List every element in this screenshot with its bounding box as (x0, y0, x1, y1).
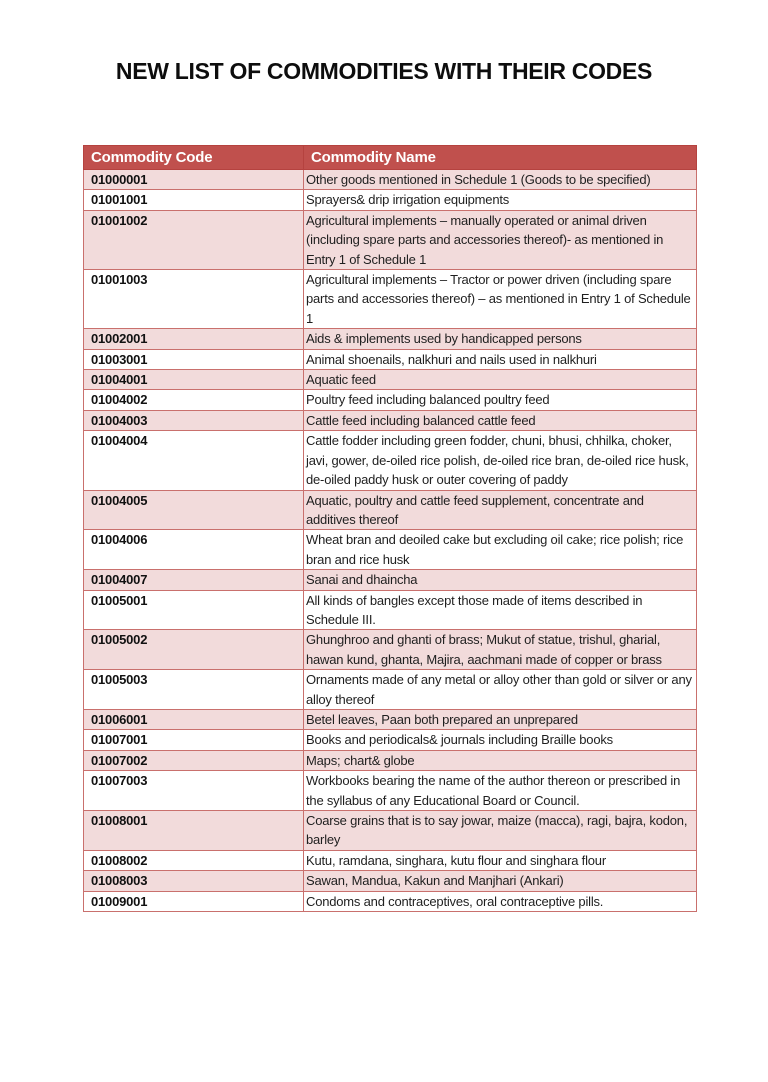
commodity-code-cell: 01001003 (84, 270, 304, 329)
commodity-code-cell: 01004003 (84, 410, 304, 430)
commodity-name-cell: Cattle feed including balanced cattle feed (304, 410, 697, 430)
commodity-name-cell: Sprayers& drip irrigation equipments (304, 190, 697, 210)
commodity-name-cell: Aquatic, poultry and cattle feed supplement, concentrate and additives thereof (304, 490, 697, 530)
table-row (84, 630, 697, 670)
table-row (84, 370, 697, 390)
table-row (84, 811, 697, 851)
table-row (84, 349, 697, 369)
page-title: NEW LIST OF COMMODITIES WITH THEIR CODES (115, 58, 653, 84)
table-row (84, 709, 697, 729)
commodity-name-cell: Coarse grains that is to say jowar, maize (macca), ragi, bajra, kodon, barley (304, 811, 697, 851)
table-row (84, 270, 697, 329)
commodity-code-cell: 01007002 (84, 750, 304, 770)
commodity-name-cell: Betel leaves, Paan both prepared an unprepared (304, 709, 697, 729)
commodity-name-cell: Workbooks bearing the name of the author thereon or prescribed in the syllabus of any Educational Board or Council. (304, 771, 697, 811)
commodity-name-cell: Agricultural implements – Tractor or power driven (including spare parts and accessories thereof) – as mentioned in Entry 1 of Schedule 1 (304, 270, 697, 329)
table-row (84, 590, 697, 630)
table-row (84, 771, 697, 811)
table-row (84, 850, 697, 870)
commodity-code-cell: 01003001 (84, 349, 304, 369)
commodity-code-cell: 01004004 (84, 431, 304, 490)
commodity-code-cell: 01001001 (84, 190, 304, 210)
commodity-name-cell: Cattle fodder including green fodder, chuni, bhusi, chhilka, choker, javi, gower, de-oiled rice polish, de-oiled rice bran, de-oiled rice husk, de-oiled paddy husk or outer covering of paddy (304, 431, 697, 490)
table-row (84, 670, 697, 710)
commodity-name-cell: Books and periodicals& journals including Braille books (304, 730, 697, 750)
commodity-name-cell: Ghunghroo and ghanti of brass; Mukut of statue, trishul, gharial, hawan kund, ghanta, Majira, aachmani made of copper or brass (304, 630, 697, 670)
table-row (84, 891, 697, 911)
commodity-code-cell: 01004005 (84, 490, 304, 530)
commodity-code-cell: 01006001 (84, 709, 304, 729)
table-row (84, 490, 697, 530)
commodity-name-cell: Ornaments made of any metal or alloy other than gold or silver or any alloy thereof (304, 670, 697, 710)
table-row (84, 390, 697, 410)
commodity-code-cell: 01008003 (84, 871, 304, 891)
commodity-code-cell: 01005001 (84, 590, 304, 630)
commodity-code-cell: 01004002 (84, 390, 304, 410)
commodity-name-cell: Condoms and contraceptives, oral contraceptive pills. (304, 891, 697, 911)
commodity-name-cell: Sawan, Mandua, Kakun and Manjhari (Ankari) (304, 871, 697, 891)
commodity-code-cell: 01000001 (84, 170, 304, 190)
table-header-row (84, 146, 697, 170)
commodity-code-cell: 01002001 (84, 329, 304, 349)
commodity-name-cell: Kutu, ramdana, singhara, kutu flour and singhara flour (304, 850, 697, 870)
commodity-code-cell: 01005003 (84, 670, 304, 710)
commodity-name-cell: Aids & implements used by handicapped persons (304, 329, 697, 349)
commodity-code-cell: 01008002 (84, 850, 304, 870)
header-commodity-name: Commodity Name (304, 146, 697, 170)
table-row (84, 730, 697, 750)
commodity-name-cell: Maps; chart& globe (304, 750, 697, 770)
commodity-code-cell: 01007003 (84, 771, 304, 811)
table-row (84, 329, 697, 349)
table-row (84, 210, 697, 269)
commodity-code-cell: 01004007 (84, 570, 304, 590)
commodity-name-cell: All kinds of bangles except those made of items described in Schedule III. (304, 590, 697, 630)
table-row (84, 431, 697, 490)
commodity-name-cell: Agricultural implements – manually operated or animal driven (including spare parts and accessories thereof)- as mentioned in Entry 1 of Schedule 1 (304, 210, 697, 269)
table-row (84, 410, 697, 430)
commodity-table-body (84, 170, 697, 912)
table-row (84, 170, 697, 190)
commodity-code-cell: 01008001 (84, 811, 304, 851)
commodity-name-cell: Aquatic feed (304, 370, 697, 390)
table-row (84, 750, 697, 770)
table-row (84, 871, 697, 891)
commodity-table (83, 145, 697, 912)
commodity-name-cell: Wheat bran and deoiled cake but excluding oil cake; rice polish; rice bran and rice husk (304, 530, 697, 570)
commodity-code-cell: 01004001 (84, 370, 304, 390)
table-row (84, 190, 697, 210)
commodity-code-cell: 01007001 (84, 730, 304, 750)
commodity-name-cell: Sanai and dhaincha (304, 570, 697, 590)
commodity-code-cell: 01001002 (84, 210, 304, 269)
commodity-name-cell: Other goods mentioned in Schedule 1 (Goods to be specified) (304, 170, 697, 190)
commodity-code-cell: 01009001 (84, 891, 304, 911)
commodity-code-cell: 01005002 (84, 630, 304, 670)
table-row (84, 570, 697, 590)
commodity-code-cell: 01004006 (84, 530, 304, 570)
table-row (84, 530, 697, 570)
commodity-name-cell: Animal shoenails, nalkhuri and nails used in nalkhuri (304, 349, 697, 369)
document-page (0, 58, 768, 1082)
header-commodity-code: Commodity Code (84, 146, 304, 170)
commodity-name-cell: Poultry feed including balanced poultry feed (304, 390, 697, 410)
